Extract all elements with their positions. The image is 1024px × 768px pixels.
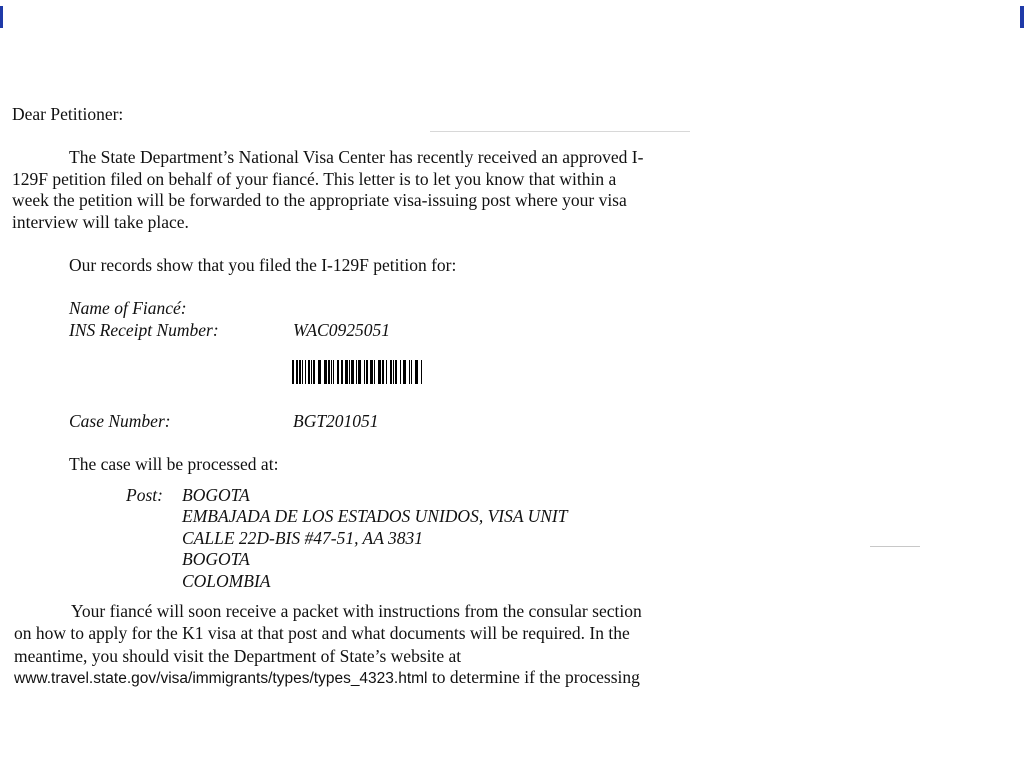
post-address-line-1: BOGOTA [182,485,250,505]
paragraph-1-line-1: The State Department’s National Visa Center has recently received an approved I- [69,147,644,167]
post-address-line-2: EMBAJADA DE LOS ESTADOS UNIDOS, VISA UNIT [182,506,568,526]
scan-edge-mark-right [1020,6,1024,28]
receipt-number-label: INS Receipt Number: [69,320,219,340]
paragraph-1-line-3: week the petition will be forwarded to the appropriate visa-issuing post where your visa [12,190,627,210]
post-address-line-5: COLOMBIA [182,571,271,591]
fiance-name-label: Name of Fiancé: [69,298,187,318]
paragraph-2-tail: to determine if the processing [427,667,640,687]
salutation: Dear Petitioner: [12,104,124,124]
case-number-value: BGT201051 [293,411,379,431]
scan-noise-line [870,546,920,547]
case-number-label: Case Number: [69,411,171,431]
records-intro: Our records show that you filed the I-129F petition for: [69,255,457,275]
paragraph-1-line-4: interview will take place. [12,212,189,232]
state-dept-url-link[interactable]: www.travel.state.gov/visa/immigrants/types/types_4323.html [14,670,428,687]
post-address-line-3: CALLE 22D-BIS #47-51, AA 3831 [182,528,423,548]
post-label: Post: [126,485,163,505]
paragraph-1-line-2: 129F petition filed on behalf of your fiancé. This letter is to let you know that within a [12,169,617,189]
processed-at-text: The case will be processed at: [69,454,279,474]
receipt-barcode [292,360,423,384]
barcode-bar [422,360,423,384]
receipt-number-value: WAC0925051 [293,320,390,340]
paragraph-2-line-3: meantime, you should visit the Department of State’s website at [14,646,462,666]
post-address-line-4: BOGOTA [182,549,250,569]
scan-noise-line [430,131,690,132]
scan-edge-mark-left [0,6,3,28]
paragraph-2-line-2: on how to apply for the K1 visa at that post and what documents will be required. In the [14,623,630,643]
paragraph-2-line-1: Your fiancé will soon receive a packet with instructions from the consular section [71,601,642,621]
paragraph-2-line-4 [14,666,640,690]
